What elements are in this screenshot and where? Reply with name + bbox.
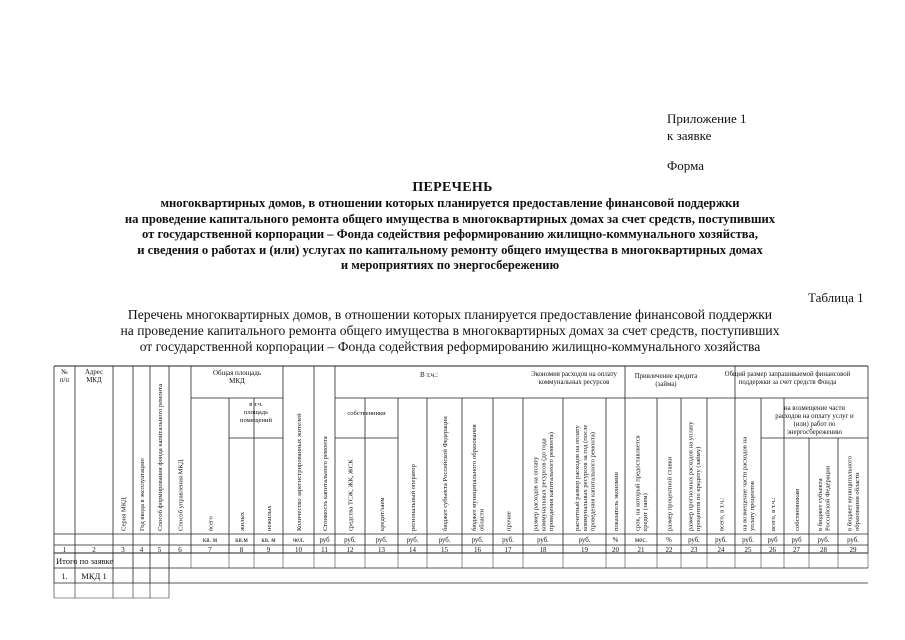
- total-row-label: Итого по заявке: [56, 556, 114, 566]
- column-number: 14: [409, 546, 416, 554]
- caption-line: на проведение капитального ремонта общего имущества в многоквартирных домах за счет средств, поступивших: [120, 323, 780, 338]
- column-header: жилых: [238, 511, 246, 531]
- column-header: нежилых: [265, 505, 273, 531]
- group-header-in-that-area: в т.ч. площадь помещений: [240, 401, 272, 424]
- column-number: 4: [139, 546, 144, 554]
- column-number: 24: [717, 546, 725, 554]
- unit-cell: руб.: [344, 537, 356, 544]
- column-header: Количество зарегистрированных жителей: [295, 413, 303, 531]
- column-header: Способ формирования фонда капитального ремонта: [156, 383, 164, 531]
- column-header: собственникам: [793, 488, 801, 531]
- column-header: Стоимость капитального ремонта: [321, 436, 329, 531]
- subtitle-line: многоквартирных домов, в отношении которых планируется предоставление финансовой поддержки: [160, 196, 740, 210]
- unit-cell: руб.: [578, 537, 591, 544]
- column-number: 6: [178, 546, 182, 554]
- column-header: в бюджет субъекта: [817, 478, 825, 531]
- column-number: 22: [665, 546, 673, 554]
- column-number: 21: [637, 546, 645, 554]
- column-header: коммунальных ресурсов (до года: [540, 438, 548, 531]
- unit-cell: %: [666, 537, 672, 544]
- unit-cell: руб.: [406, 537, 419, 544]
- unit-cell: кв. м: [261, 537, 276, 544]
- appendix-line-2: к заявке: [667, 128, 712, 143]
- column-header: срок, на который предоставляется: [634, 435, 642, 531]
- unit-cell: руб: [319, 537, 330, 544]
- column-header: коммунальных ресурсов за год (после: [581, 424, 589, 531]
- unit-cell: руб.: [715, 537, 727, 544]
- column-number: 5: [157, 546, 162, 554]
- unit-cell: руб.: [438, 537, 451, 544]
- column-number: 18: [539, 546, 547, 554]
- caption-line: Перечень многоквартирных домов, в отношении которых планируется предоставление финансовой поддержки: [127, 307, 773, 322]
- column-number: 23: [690, 546, 698, 554]
- document-title: ПЕРЕЧЕНЬ: [412, 180, 493, 195]
- column-number: 3: [121, 546, 125, 554]
- column-header-address: Адрес МКД: [85, 369, 103, 384]
- column-number: 17: [504, 546, 512, 554]
- unit-cell: руб.: [817, 537, 830, 544]
- column-number: 7: [208, 546, 212, 554]
- unit-cell: руб.: [688, 537, 700, 544]
- column-header: показатель экономии: [612, 472, 620, 531]
- column-header: Серия МКД: [120, 497, 128, 531]
- column-header: бюджет муниципального образования: [471, 424, 479, 531]
- form-label: Форма: [667, 158, 704, 173]
- unit-cell: кв.м: [235, 537, 248, 544]
- group-header-in-that: В т.ч.:: [420, 371, 438, 379]
- unit-cell: кв. м: [202, 537, 218, 544]
- column-header: средства ТСЖ, ЖК, ЖСК: [347, 459, 355, 531]
- column-number: 12: [346, 546, 354, 554]
- column-number: 19: [581, 546, 588, 554]
- subtitle-line: от государственной корпорации – Фонда содействия реформированию жилищно-коммунального хозяйства,: [142, 227, 758, 241]
- subtitle-line: и сведения о работах и (или) услугах по капитальному ремонту общего имущества в многоквартирных домах: [137, 242, 763, 257]
- column-header: образования области: [854, 472, 862, 531]
- unit-cell: мес.: [634, 537, 648, 544]
- table-label: Таблица 1: [808, 290, 864, 305]
- subtitle-line: и мероприятиях по энергосбережению: [340, 258, 560, 272]
- column-header: на возмещение части расходов на: [741, 436, 749, 531]
- column-header: всего, в т.ч.:: [769, 497, 777, 531]
- group-header-economy: Экономия расходов на оплату коммунальных ресурсов: [531, 371, 617, 386]
- column-number: 28: [820, 546, 827, 554]
- unit-cell: руб.: [375, 537, 388, 544]
- column-header: Российской Федерации: [824, 465, 832, 531]
- row-number: 1.: [61, 572, 68, 581]
- column-number: 8: [239, 546, 244, 554]
- unit-cell: руб.: [537, 537, 549, 544]
- unit-cell: руб: [791, 537, 802, 544]
- group-header-owners: собственники: [347, 410, 386, 417]
- column-number: 10: [295, 546, 302, 554]
- appendix-line-1: Приложение 1: [667, 111, 747, 126]
- caption-line: от государственной корпорации – Фонда содействия реформированию жилищно-коммунального хозяйства: [139, 339, 761, 354]
- column-number: 9: [266, 546, 271, 554]
- column-number: 25: [744, 546, 752, 554]
- column-header: размер процентной ставки: [666, 456, 674, 531]
- group-header-reimburse: на возмещение части расходов на оплату услуг и (или) работ по энергосбережению: [775, 405, 854, 436]
- column-header: всего, в т.ч.:: [718, 497, 726, 531]
- column-header: кредит (заем): [642, 493, 650, 531]
- column-header-num: № п/п: [59, 369, 70, 384]
- column-header: размер прогнозных расходов на уплату: [687, 421, 695, 531]
- column-header: уплату процентов: [749, 481, 757, 531]
- group-header-credit: Привлечение кредита (займа): [634, 373, 698, 388]
- column-header: кредит/заем: [378, 497, 386, 531]
- unit-cell: руб.: [471, 537, 484, 544]
- column-header: проведения капитального ремонта): [547, 432, 555, 531]
- column-header: всего: [207, 516, 215, 531]
- column-number: 15: [441, 546, 448, 554]
- unit-cell: чел.: [292, 537, 305, 544]
- column-header: прочие: [505, 511, 513, 531]
- column-number: 26: [769, 546, 776, 554]
- column-header: в бюджет муниципального: [846, 455, 854, 531]
- row-address: МКД 1: [81, 571, 107, 581]
- column-number: 16: [474, 546, 481, 554]
- unit-cell: руб.: [847, 537, 859, 544]
- unit-cell: руб.: [742, 537, 754, 544]
- group-header-area: Общая площадь МКД: [212, 369, 262, 385]
- column-header: проведения капитального ремонта): [589, 432, 597, 531]
- column-header: региональный оператор: [409, 464, 417, 531]
- unit-cell: руб: [767, 537, 778, 544]
- column-header: области: [478, 508, 486, 531]
- column-header: расчетный размер расходов на оплату: [574, 425, 582, 531]
- column-number: 13: [378, 546, 385, 554]
- column-number: 11: [321, 546, 328, 554]
- column-header: процентов по кредиту (займу): [695, 446, 703, 531]
- column-number: 2: [92, 546, 96, 554]
- column-header: Способ управления МКД: [177, 459, 185, 531]
- column-number: 1: [62, 546, 67, 554]
- column-number: 20: [612, 546, 619, 554]
- unit-cell: %: [612, 537, 619, 544]
- column-number: 27: [793, 546, 800, 554]
- column-header: бюджет субъекта Российской Федерации: [441, 416, 449, 531]
- group-header-support: Общий размер запрашиваемой финансовой поддержки за счет средств Фонда: [724, 371, 851, 386]
- column-header: Год ввода в эксплуатацию: [138, 458, 146, 531]
- unit-cell: руб.: [502, 537, 514, 544]
- column-header: размер расходов на оплату: [532, 456, 540, 531]
- column-number: 29: [849, 546, 857, 554]
- subtitle-line: на проведение капитального ремонта общего имущества в многоквартирных домах за счет средств, поступивших: [124, 211, 776, 226]
